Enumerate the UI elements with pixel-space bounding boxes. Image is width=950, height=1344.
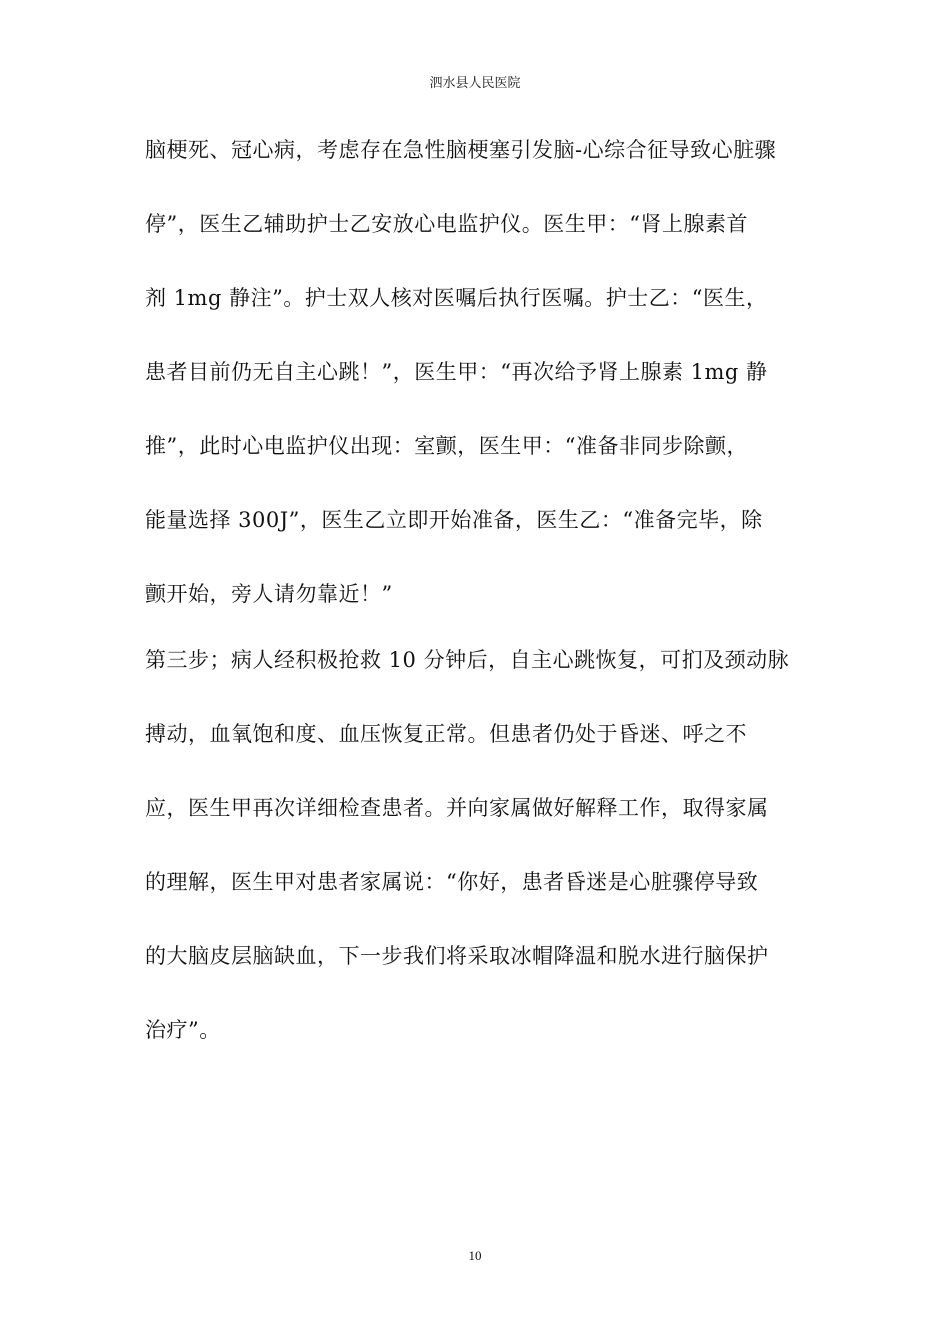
text-line: 脑梗死、冠心病，考虑存在急性脑梗塞引发脑-心综合征导致心脏骤	[145, 138, 777, 162]
page-number: 10	[468, 1248, 482, 1263]
text-line: 停”，医生乙辅助护士乙安放心电监护仪。医生甲：“肾上腺素首	[145, 212, 748, 236]
text-line: 推”，此时心电监护仪出现：室颤，医生甲：“准备非同步除颤，	[145, 434, 748, 458]
text-line: 颤开始，旁人请勿靠近！”	[145, 582, 393, 606]
page-header: 泗水县人民医院	[429, 76, 521, 91]
text-line: 应，医生甲再次详细检查患者。并向家属做好解释工作，取得家属	[145, 796, 769, 820]
text-line: 的理解，医生甲对患者家属说：“你好，患者昏迷是心脏骤停导致	[145, 870, 759, 894]
text-line: 患者目前仍无自主心跳！”，医生甲：“再次给予肾上腺素 1mg 静	[145, 360, 768, 384]
text-line: 治疗”。	[145, 1018, 221, 1042]
text-line: 的大脑皮层脑缺血，下一步我们将采取冰帽降温和脱水进行脑保护	[145, 944, 769, 968]
text-line: 搏动，血氧饱和度、血压恢复正常。但患者仍处于昏迷、呼之不	[145, 722, 747, 746]
text-line: 能量选择 300J”，医生乙立即开始准备，医生乙：“准备完毕，除	[145, 508, 763, 532]
text-line: 第三步；病人经积极抢救 10 分钟后，自主心跳恢复，可扪及颈动脉	[145, 648, 790, 672]
text-line: 剂 1mg 静注”。护士双人核对医嘱后执行医嘱。护士乙：“医生，	[145, 286, 768, 310]
